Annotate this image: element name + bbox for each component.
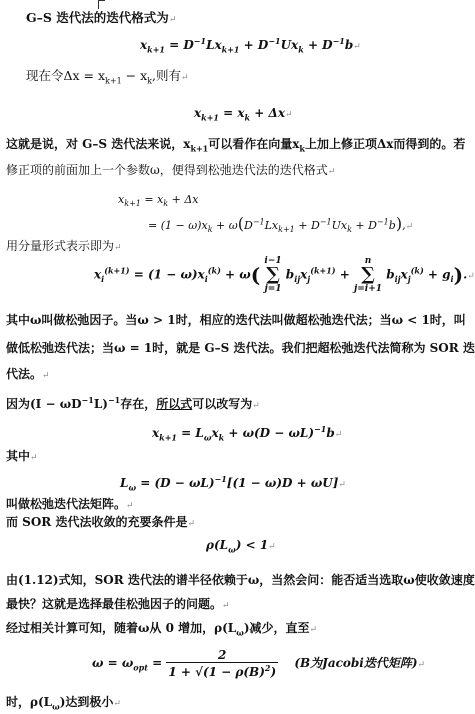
text-line: 修正项的前面加上一个参数ω，便得到松弛迭代法的迭代格式↵	[6, 163, 336, 177]
text-line: 现在令$\Delta x = x_{k+1} - x_k$,则有↵	[26, 68, 189, 86]
text-line: 代法。↵	[6, 367, 50, 381]
text-line: 而 SOR 迭代法收敛的充要条件是↵	[6, 515, 195, 529]
text-line: 其中ω叫做松弛因子。当ω > 1时，相应的迭代法叫做超松弛迭代法；当ω < 1时，叫	[6, 313, 466, 327]
equation-sor: $x_{k+1} = L_\omega x_k + \omega(D$ − $\omega L)^{-1}b↵$	[152, 424, 343, 443]
text-line: 因为$(I - \omega D^{-1}L)^{-1}$存在，所以式可以改写为↵	[6, 395, 260, 411]
text-line: 做低松弛迭代法；当ω = 1时，就是 G–S 迭代法。我们把超松弛迭代法简称为 SOR 迭	[6, 341, 475, 355]
text-line: 经过相关计算可知，随着ω从 0 增加，$\rho(L_\omega)$减少，直至↵	[6, 621, 318, 638]
equation-delta: $x_{k+1} = x_k$ + Δx↵	[194, 106, 293, 123]
text-cursor	[98, 0, 105, 9]
equation-relax-2: = $(1 - \omega)x_k + \omega(D^{-1}Lx_{k+1} + D^{-1}Ux_k$ + $D^{-1}b),↵$	[148, 214, 414, 235]
equation-omega-opt: $\omega = \omega_{opt}$ = $\frac{2}{1 + √(1 - \rho(B)^2)}$ (B为Jacobi迭代矩阵)↵	[92, 648, 426, 679]
text-line: 时，$\rho(L_\omega)$达到极小↵	[6, 695, 121, 712]
text-line: 叫做松弛迭代法矩阵。↵	[6, 497, 134, 511]
text-line: 由(1.12)式知，SOR 迭代法的谱半径依赖于ω，当然会问：能否适当选取ω使收敛速度	[6, 573, 475, 587]
text-line: G–S 迭代法的迭代格式为↵	[26, 10, 177, 25]
text-line: 这就是说，对 G–S 迭代法来说，$x_{k+1}$可以看作在向量$x_k$上加上修正项Δx而得到的。若	[6, 137, 466, 154]
equation-component: $x_i^{(k+1)} = (1 - \omega)x_i^{(k)} + \omega$( i−1 ∑ j=1 $b_{ij}x_j^{(k+1)} + n$ ∑ j=i+1 $b_{ij}x_j^{(k)}$ + $g_i).↵$	[94, 256, 475, 294]
text-line: 用分量形式表示即为↵	[6, 239, 122, 253]
equation-condition: $\rho(L_\omega)$ < 1↵	[206, 538, 276, 555]
text-line: 其中↵	[6, 449, 38, 463]
equation-relax-1: $x_{k+1} = x_k + \Delta x$	[118, 193, 199, 209]
equation-matrix: $L_\omega = (D - \omega L)^{-1}[(1 - \omega)D$ + ωU]↵	[120, 474, 346, 493]
equation-gs: $x_{k+1} = D^{-1}Lx_{k+1} + D^{-1}Ux_k$ + $D^{-1}b↵$	[140, 36, 361, 55]
text-line: 最快？这就是选择最佳松弛因子的问题。↵	[6, 597, 230, 611]
